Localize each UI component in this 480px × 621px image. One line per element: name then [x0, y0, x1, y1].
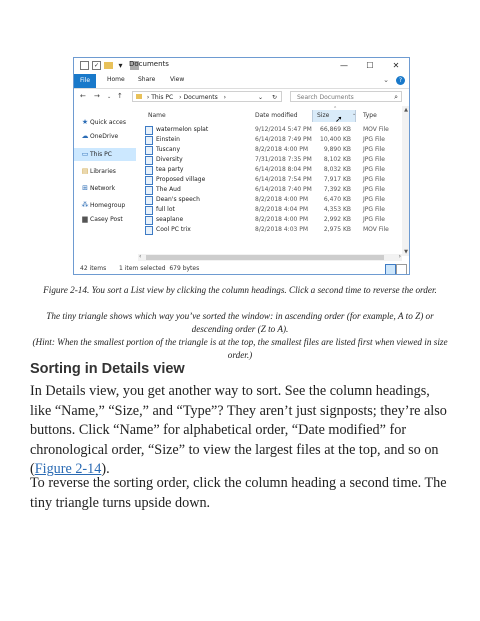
file-row[interactable] — [138, 145, 402, 155]
help-icon[interactable]: ? — [396, 76, 405, 85]
window-controls — [331, 58, 409, 74]
figure-link[interactable]: Figure 2-14 — [34, 461, 102, 478]
chevron-right-icon: › — [146, 94, 150, 101]
homegroup-icon: ⁂ — [81, 201, 89, 209]
file-size: 4,353 KB — [323, 206, 351, 213]
file-date: 7/31/2018 7:35 PM — [255, 156, 312, 163]
file-date: 6/14/2018 7:49 PM — [255, 136, 312, 143]
file-size: 2,975 KB — [323, 226, 351, 233]
forward-arrow-icon[interactable]: → — [94, 92, 100, 100]
address-input[interactable] — [132, 91, 282, 102]
file-list — [138, 106, 402, 261]
libraries-icon: ▤ — [81, 167, 89, 175]
scroll-left-arrow-icon[interactable]: ‹ — [139, 253, 142, 260]
breadcrumb-this-pc[interactable]: This PC — [151, 94, 174, 101]
address-bar-row — [74, 89, 409, 105]
network-icon: ⊞ — [82, 184, 88, 192]
file-name: Diversity — [156, 156, 183, 163]
file-date: 8/2/2018 4:04 PM — [255, 206, 309, 213]
cloud-icon: ☁ — [81, 132, 89, 140]
file-type: JPG File — [363, 206, 385, 213]
file-size: 8,102 KB — [323, 156, 351, 163]
file-icon — [145, 146, 153, 155]
file-icon — [145, 176, 153, 185]
vertical-scrollbar[interactable] — [402, 106, 410, 256]
file-icon — [145, 156, 153, 165]
file-type: JPG File — [363, 176, 385, 183]
file-row[interactable] — [138, 165, 402, 175]
file-date: 8/2/2018 4:00 PM — [255, 146, 309, 153]
mouse-pointer-icon: ➚ — [335, 115, 343, 125]
file-date: 6/14/2018 8:04 PM — [255, 166, 312, 173]
file-size: 8,032 KB — [323, 166, 351, 173]
file-icon — [145, 186, 153, 195]
scrollbar-thumb[interactable] — [146, 255, 384, 260]
breadcrumb-documents[interactable]: Documents — [183, 94, 218, 101]
nav-item-this-pc[interactable]: ▭ This PC — [74, 148, 136, 161]
paragraph-details-view: In Details view, you get another way to sort. See the column headings, like “Name,” “Size,” and “Type”? They aren’t just signposts; they’re also buttons. Click “Name” for alphabetical order, “Date modified” for chronological order, “Size” to view the largest files at the top, and so on (Figure 2-14). — [30, 383, 447, 478]
figure-caption-line-2: The tiny triangle shows which way you’ve sorted the window: in ascending order (for example, A to Z) or descending order (Z to A). — [46, 311, 434, 334]
item-count: 42 items — [80, 265, 107, 272]
file-name: tea party — [156, 166, 184, 173]
file-date: 6/14/2018 7:54 PM — [255, 176, 312, 183]
column-header-name[interactable]: Name — [148, 112, 166, 119]
maximize-button[interactable]: ☐ — [366, 61, 374, 70]
file-type: JPG File — [363, 186, 385, 193]
file-type: MOV File — [363, 126, 389, 133]
details-view-icon[interactable] — [385, 264, 396, 275]
file-icon — [145, 226, 153, 235]
close-button[interactable]: ✕ — [392, 61, 400, 70]
nav-item-casey-post[interactable]: ▆ Casey Post — [74, 213, 136, 226]
chevron-down-icon[interactable]: ⌄ — [257, 94, 263, 101]
title-bar — [74, 58, 409, 74]
file-size: 2,992 KB — [323, 216, 351, 223]
column-header-size[interactable]: Size ➚ — [312, 110, 356, 122]
navigation-pane — [74, 106, 137, 261]
file-type: JPG File — [363, 166, 385, 173]
back-arrow-icon[interactable]: ← — [80, 92, 86, 100]
nav-item-network[interactable]: ⊞ Network — [74, 182, 136, 195]
file-size: 6,470 KB — [323, 196, 351, 203]
file-date: 8/2/2018 4:03 PM — [255, 226, 309, 233]
file-date: 8/2/2018 4:00 PM — [255, 216, 309, 223]
file-type: JPG File — [363, 196, 385, 203]
file-type: MOV File — [363, 226, 389, 233]
file-type: JPG File — [363, 216, 385, 223]
file-row[interactable] — [138, 205, 402, 215]
tab-file[interactable]: File — [74, 74, 96, 88]
file-row[interactable] — [138, 135, 402, 145]
file-name: Proposed village — [156, 176, 206, 183]
section-heading: Sorting in Details view — [30, 361, 185, 377]
file-size: 66,869 KB — [320, 126, 351, 133]
figure-caption-line-3: (Hint: When the smallest portion of the triangle is at the top, the smallest files are listed first when viewed in size order.) — [32, 337, 448, 360]
file-size: 10,400 KB — [320, 136, 351, 143]
file-icon — [145, 196, 153, 205]
folder-icon[interactable] — [104, 62, 113, 69]
checkbox-icon[interactable]: ✓ — [93, 62, 100, 69]
file-name: The Aud — [156, 186, 181, 193]
scroll-up-arrow-icon[interactable]: ▲ — [404, 107, 408, 113]
dropdown-arrow-icon[interactable]: ▾ — [118, 61, 123, 70]
file-size: 7,392 KB — [323, 186, 351, 193]
chevron-right-icon: › — [179, 94, 182, 101]
folder-icon — [136, 94, 142, 99]
chevron-down-icon[interactable]: ⌄ — [383, 76, 389, 84]
file-date: 8/2/2018 4:00 PM — [255, 196, 309, 203]
chevron-right-icon: › — [223, 94, 227, 101]
search-placeholder: Search Documents — [297, 94, 354, 101]
tab-home[interactable]: Home — [107, 76, 125, 83]
tab-view[interactable]: View — [170, 76, 185, 83]
scroll-down-arrow-icon[interactable]: ▼ — [404, 249, 408, 255]
file-type: JPG File — [363, 156, 385, 163]
file-row[interactable] — [138, 125, 402, 135]
user-folder-icon: ▆ — [82, 215, 88, 223]
column-header-date[interactable]: Date modified — [255, 112, 298, 119]
file-icon — [145, 126, 153, 135]
file-row[interactable] — [138, 185, 402, 195]
sort-triangle-icon: ⌃ — [333, 106, 338, 112]
file-date: 6/14/2018 7:40 PM — [255, 186, 312, 193]
file-icon — [145, 206, 153, 215]
file-row[interactable] — [138, 175, 402, 185]
scroll-right-arrow-icon[interactable]: › — [398, 253, 401, 260]
file-size: 7,917 KB — [323, 176, 351, 183]
properties-icon[interactable] — [80, 61, 89, 70]
up-arrow-icon[interactable]: ↑ — [117, 92, 123, 100]
paragraph-reverse-sort: To reverse the sorting order, click the column heading a second time. The tiny triangle turns upside down. — [30, 475, 447, 511]
search-input[interactable] — [290, 91, 402, 102]
selection-info: 1 item selected 679 bytes — [119, 265, 200, 272]
file-name: Einstein — [156, 136, 180, 143]
nav-item-homegroup[interactable]: ⁂ Homegroup — [74, 199, 136, 212]
large-icons-view-icon[interactable] — [396, 264, 407, 275]
search-icon: ⌕ — [394, 93, 398, 101]
status-bar — [74, 262, 409, 275]
file-size: 9,890 KB — [323, 146, 351, 153]
nav-item-onedrive[interactable]: ☁ OneDrive — [74, 130, 136, 143]
column-header-type[interactable]: Type — [363, 112, 377, 119]
file-name: watermelon splat — [156, 126, 209, 133]
dropdown-arrow-icon[interactable]: ⌄ — [352, 111, 357, 117]
file-icon — [145, 216, 153, 225]
horizontal-scrollbar[interactable] — [138, 254, 402, 261]
explorer-window — [73, 57, 410, 275]
file-name: full lot — [156, 206, 175, 213]
file-name: Cool PC trix — [156, 226, 191, 233]
refresh-icon[interactable]: ↻ — [271, 94, 277, 101]
file-icon — [145, 166, 153, 175]
minimize-button[interactable]: — — [340, 61, 348, 70]
file-name: Tuscany — [156, 146, 181, 153]
nav-item-quick-access[interactable]: ★ Quick acces — [74, 116, 136, 129]
file-row[interactable] — [138, 215, 402, 225]
file-type: JPG File — [363, 146, 385, 153]
tab-share[interactable]: Share — [138, 76, 156, 83]
computer-icon: ▭ — [81, 150, 89, 158]
file-name: Dean's speech — [156, 196, 200, 203]
star-icon: ★ — [81, 118, 89, 126]
file-name: seaplane — [156, 216, 184, 223]
file-row[interactable] — [138, 195, 402, 205]
file-icon — [145, 136, 153, 145]
ribbon-tabs — [74, 74, 409, 89]
file-row[interactable] — [138, 225, 402, 235]
file-date: 9/12/2014 5:47 PM — [255, 126, 312, 133]
recent-dropdown-icon[interactable]: ⌄ — [107, 94, 112, 100]
file-type: JPG File — [363, 136, 385, 143]
nav-item-libraries[interactable]: ▤ Libraries — [74, 165, 136, 178]
window-title: Documents — [129, 60, 169, 68]
file-row[interactable] — [138, 155, 402, 165]
figure-caption-line-1: Figure 2-14. You sort a List view by clicking the column headings. Click a second time to reverse the order. — [43, 285, 437, 295]
